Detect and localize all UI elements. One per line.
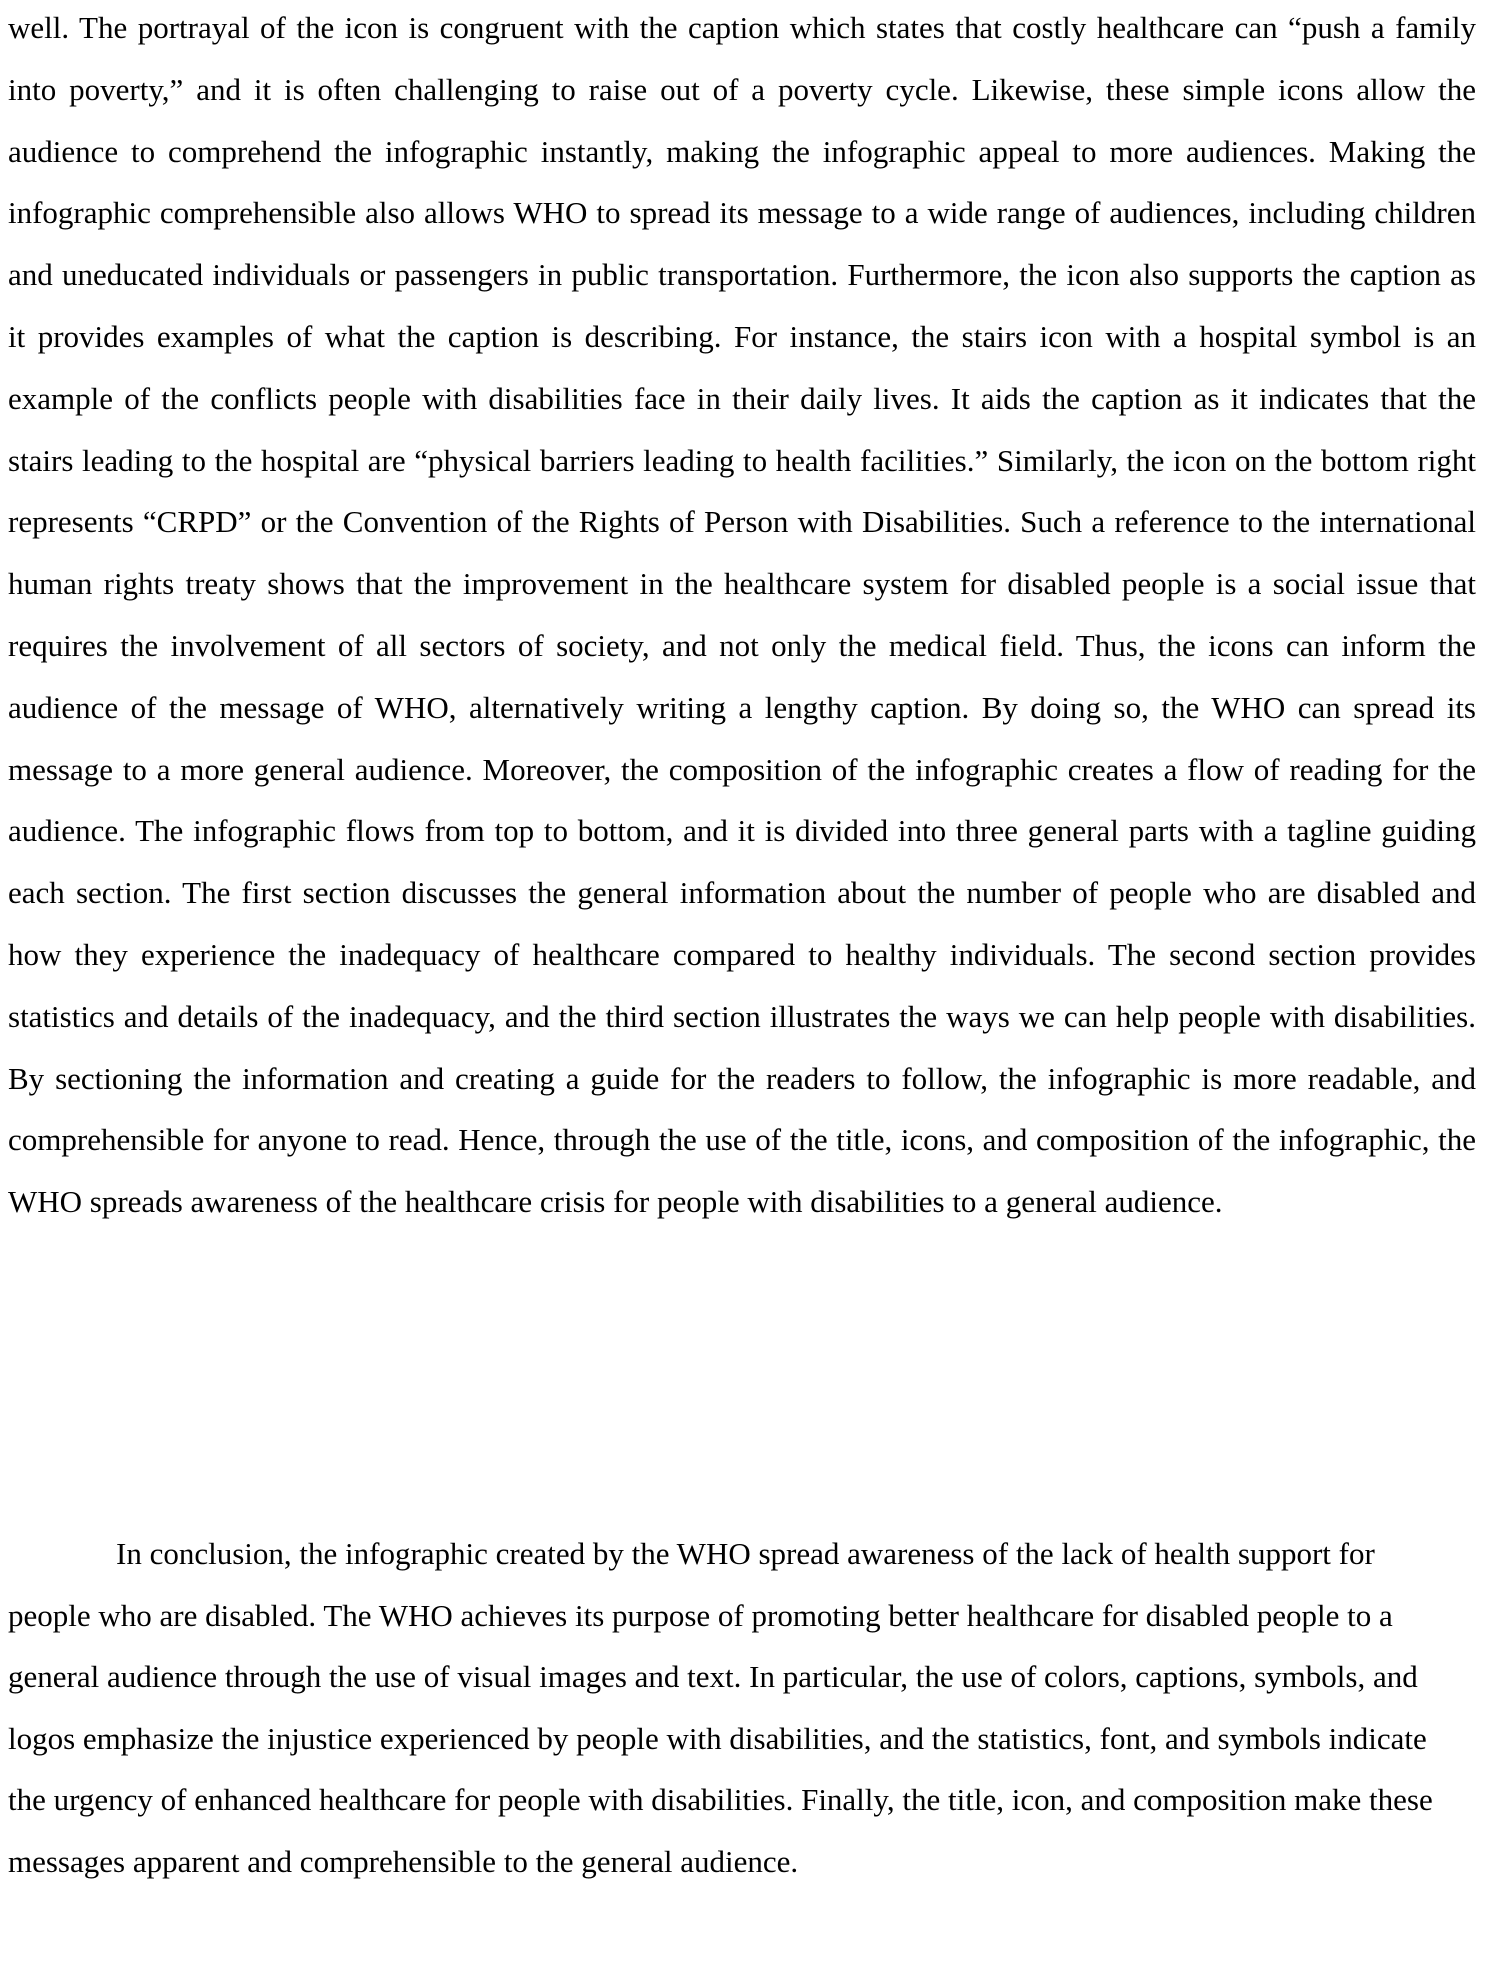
conclusion-paragraph: In conclusion, the infographic created by the WHO spread awareness of the lack of health support for people who are disabled. The WHO achieves its purpose of promoting better healthcare for disabled people to a general audience through the use of visual images and text. In particular, the use of colors, captions, symbols, and logos emphasize the injustice experienced by people with disabilities, and the statistics, font, and symbols indicate the urgency of enhanced healthcare for people with disabilities. Finally, the title, icon, and composition make these messages apparent and comprehensible to the general audience. [8, 1536, 1433, 1879]
body-paragraph-continued: well. The portrayal of the icon is congruent with the caption which states that costly healthcare can “push a family into poverty,” and it is often challenging to raise out of a poverty cycle. Likewise, these simple icons allow the audience to comprehend the infographic instantly, making the infographic appeal to more audiences. Making the infographic comprehensible also allows WHO to spread its message to a wide range of audiences, including children and uneducated individuals or passengers in public transportation. Furthermore, the icon also supports the caption as it provides examples of what the caption is describing. For instance, the stairs icon with a hospital symbol is an example of the conflicts people with disabilities face in their daily lives. It aids the caption as it indicates that the stairs leading to the hospital are “physical barriers leading to health facilities.” Similarly, the icon on the bottom right represents “CRPD” or the Convention of the Rights of Person with Disabilities. Such a reference to the international human rights treaty shows that the improvement in the healthcare system for disabled people is a social issue that requires the involvement of all sectors of society, and not only the medical field. Thus, the icons can inform the audience of the message of WHO, alternatively writing a lengthy caption. By doing so, the WHO can spread its message to a more general audience. Moreover, the composition of the infographic creates a flow of reading for the audience. The infographic flows from top to bottom, and it is divided into three general parts with a tagline guiding each section. The first section discusses the general information about the number of people who are disabled and how they experience the inadequacy of healthcare compared to healthy individuals. The second section provides statistics and details of the inadequacy, and the third section illustrates the ways we can help people with disabilities. By sectioning the information and creating a guide for the readers to follow, the infographic is more readable, and comprehensible for anyone to read. Hence, through the use of the title, icons, and composition of the infographic, the WHO spreads awareness of the healthcare crisis for people with disabilities to a general audience. [8, 10, 1476, 1220]
